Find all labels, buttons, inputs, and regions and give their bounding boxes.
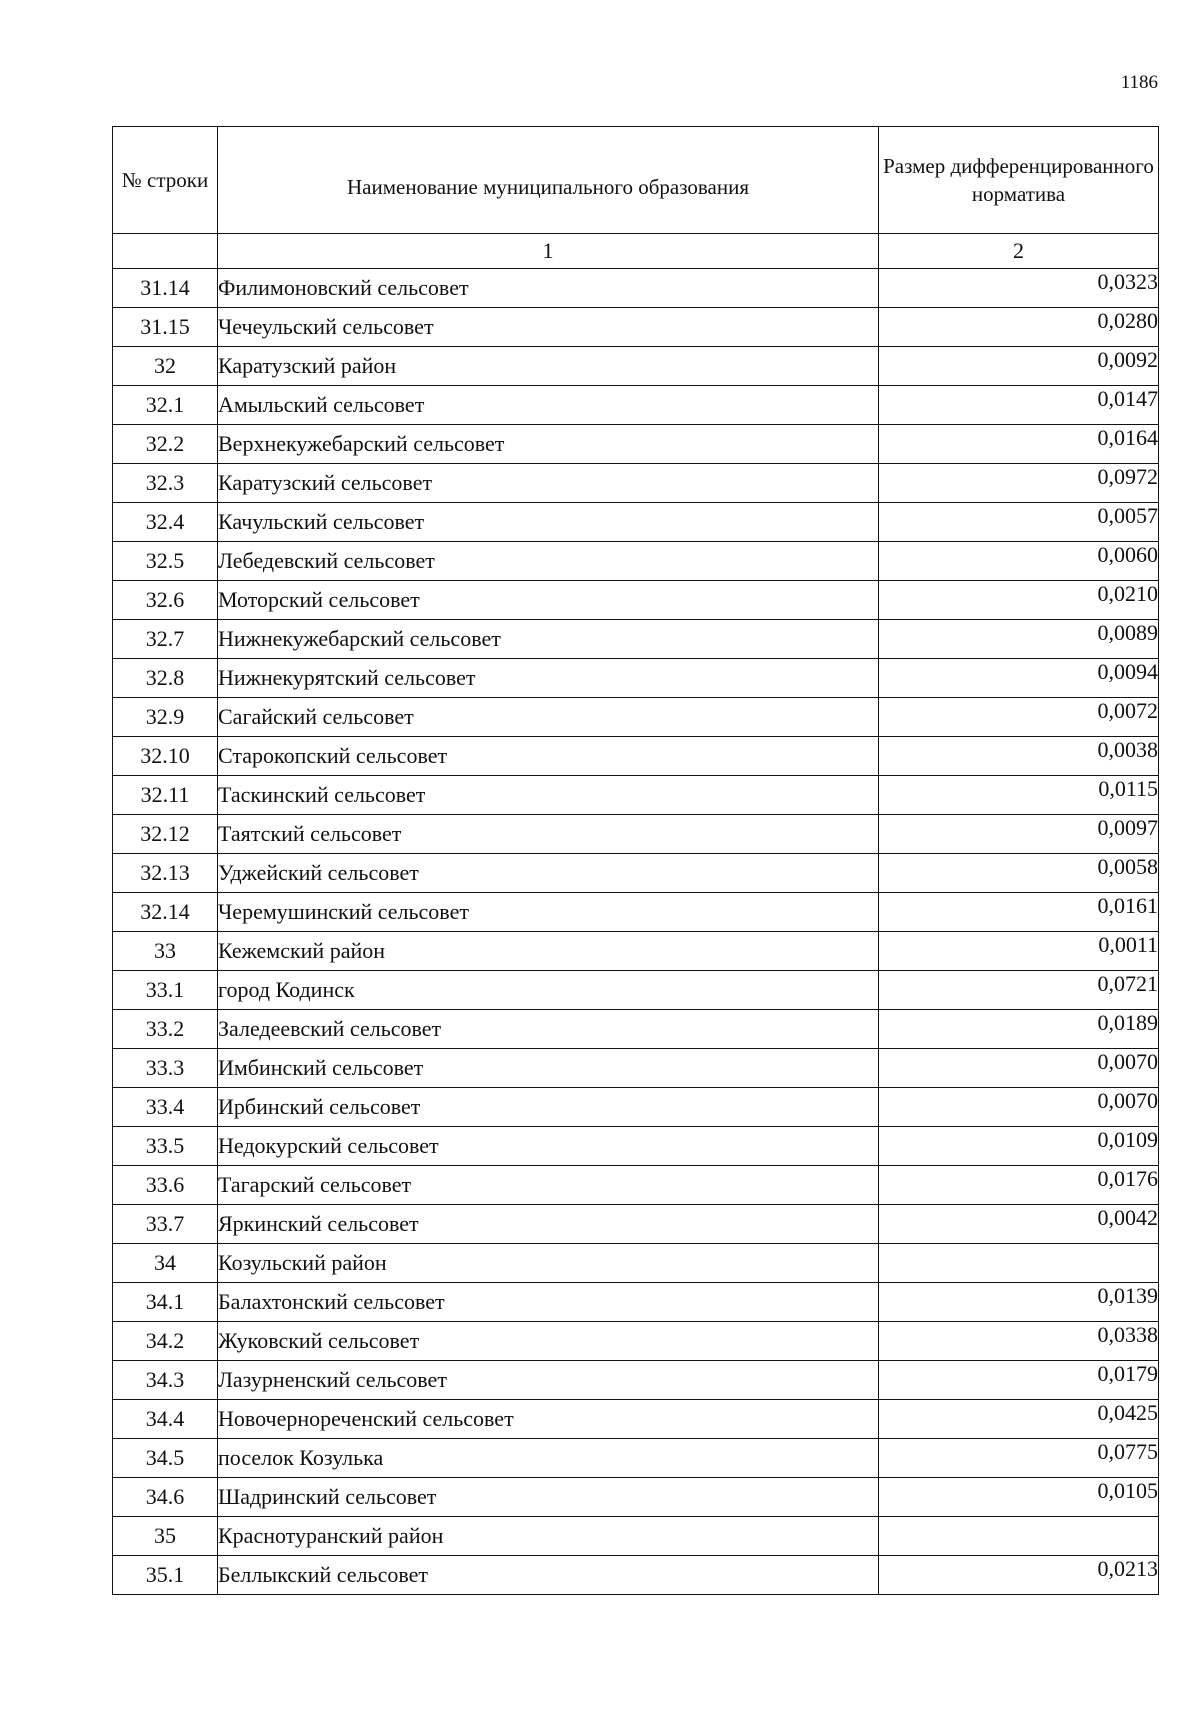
table-row — [113, 1283, 1159, 1322]
row-number-cell: 34.3 — [113, 1361, 218, 1400]
table-row — [113, 1439, 1159, 1478]
row-number-cell: 33.4 — [113, 1088, 218, 1127]
row-number-cell: 33 — [113, 932, 218, 971]
row-number-cell: 35 — [113, 1517, 218, 1556]
municipality-name-cell: Сагайский сельсовет — [218, 698, 879, 737]
table-row — [113, 815, 1159, 854]
table-row — [113, 1049, 1159, 1088]
municipality-name-cell: Краснотуранский район — [218, 1517, 879, 1556]
table-row — [113, 503, 1159, 542]
table-row — [113, 659, 1159, 698]
table-row — [113, 269, 1159, 308]
norm-value-cell — [879, 1244, 1159, 1283]
norm-value-cell: 0,0164 — [879, 425, 1159, 464]
table-row — [113, 776, 1159, 815]
row-number-cell: 33.1 — [113, 971, 218, 1010]
row-number-cell: 32.8 — [113, 659, 218, 698]
column-index-value: 2 — [879, 234, 1159, 269]
row-number-cell: 32.2 — [113, 425, 218, 464]
row-number-cell: 32.7 — [113, 620, 218, 659]
norm-value-cell: 0,0042 — [879, 1205, 1159, 1244]
table-row — [113, 347, 1159, 386]
row-number-cell: 32.5 — [113, 542, 218, 581]
norm-value-cell: 0,0323 — [879, 269, 1159, 308]
norm-value-cell: 0,0139 — [879, 1283, 1159, 1322]
municipality-name-cell: Уджейский сельсовет — [218, 854, 879, 893]
norm-value-cell: 0,0057 — [879, 503, 1159, 542]
norm-value-cell: 0,0213 — [879, 1556, 1159, 1595]
municipality-name-cell: Нижнекурятский сельсовет — [218, 659, 879, 698]
municipality-name-cell: Чечеульский сельсовет — [218, 308, 879, 347]
table-row — [113, 698, 1159, 737]
table-row — [113, 425, 1159, 464]
municipality-name-cell: Заледеевский сельсовет — [218, 1010, 879, 1049]
municipality-name-cell: Имбинский сельсовет — [218, 1049, 879, 1088]
row-number-cell: 33.6 — [113, 1166, 218, 1205]
municipality-name-cell: Качульский сельсовет — [218, 503, 879, 542]
norm-value-cell — [879, 1517, 1159, 1556]
column-index-name: 1 — [218, 234, 879, 269]
norm-value-cell: 0,0105 — [879, 1478, 1159, 1517]
norm-value-cell: 0,0070 — [879, 1088, 1159, 1127]
norm-value-cell: 0,0097 — [879, 815, 1159, 854]
municipality-name-cell: Жуковский сельсовет — [218, 1322, 879, 1361]
norm-value-cell: 0,0176 — [879, 1166, 1159, 1205]
norm-value-cell: 0,0109 — [879, 1127, 1159, 1166]
header-norm-size: Размер дифференцированного норматива — [879, 127, 1159, 234]
row-number-cell: 34.1 — [113, 1283, 218, 1322]
row-number-cell: 32.3 — [113, 464, 218, 503]
table-row — [113, 1556, 1159, 1595]
row-number-cell: 31.14 — [113, 269, 218, 308]
municipality-name-cell: Каратузский район — [218, 347, 879, 386]
municipality-name-cell: Балахтонский сельсовет — [218, 1283, 879, 1322]
table-row — [113, 932, 1159, 971]
table-row — [113, 1322, 1159, 1361]
norm-value-cell: 0,0089 — [879, 620, 1159, 659]
norm-value-cell: 0,0425 — [879, 1400, 1159, 1439]
row-number-cell: 32.1 — [113, 386, 218, 425]
table-row — [113, 1205, 1159, 1244]
municipality-name-cell: Новочернореченский сельсовет — [218, 1400, 879, 1439]
row-number-cell: 33.3 — [113, 1049, 218, 1088]
row-number-cell: 32.4 — [113, 503, 218, 542]
municipality-name-cell: Старокопский сельсовет — [218, 737, 879, 776]
table-row — [113, 893, 1159, 932]
norm-value-cell: 0,0189 — [879, 1010, 1159, 1049]
row-number-cell: 32.11 — [113, 776, 218, 815]
table-row — [113, 1517, 1159, 1556]
municipality-name-cell: поселок Козулька — [218, 1439, 879, 1478]
norm-value-cell: 0,0280 — [879, 308, 1159, 347]
municipality-name-cell: Яркинский сельсовет — [218, 1205, 879, 1244]
table-row — [113, 1478, 1159, 1517]
row-number-cell: 32.9 — [113, 698, 218, 737]
row-number-cell: 32.13 — [113, 854, 218, 893]
table-row — [113, 1127, 1159, 1166]
row-number-cell: 35.1 — [113, 1556, 218, 1595]
municipality-name-cell: Шадринский сельсовет — [218, 1478, 879, 1517]
norm-value-cell: 0,0070 — [879, 1049, 1159, 1088]
header-row — [113, 127, 1159, 234]
row-number-cell: 32.12 — [113, 815, 218, 854]
municipality-name-cell: Каратузский сельсовет — [218, 464, 879, 503]
norm-value-cell: 0,0115 — [879, 776, 1159, 815]
municipality-name-cell: Лебедевский сельсовет — [218, 542, 879, 581]
row-number-cell: 34.2 — [113, 1322, 218, 1361]
municipality-name-cell: Черемушинский сельсовет — [218, 893, 879, 932]
municipality-name-cell: Недокурский сельсовет — [218, 1127, 879, 1166]
table-row — [113, 1361, 1159, 1400]
norm-value-cell: 0,0038 — [879, 737, 1159, 776]
municipality-name-cell: Таскинский сельсовет — [218, 776, 879, 815]
table-row — [113, 854, 1159, 893]
column-index-row — [113, 234, 1159, 269]
table-row — [113, 542, 1159, 581]
municipality-name-cell: Моторский сельсовет — [218, 581, 879, 620]
norms-table — [112, 126, 1159, 1595]
norm-value-cell: 0,0338 — [879, 1322, 1159, 1361]
table-row — [113, 386, 1159, 425]
row-number-cell: 32.14 — [113, 893, 218, 932]
row-number-cell: 34.4 — [113, 1400, 218, 1439]
municipality-name-cell: Филимоновский сельсовет — [218, 269, 879, 308]
municipality-name-cell: Беллыкский сельсовет — [218, 1556, 879, 1595]
table-row — [113, 581, 1159, 620]
municipality-name-cell: Верхнекужебарский сельсовет — [218, 425, 879, 464]
municipality-name-cell: Лазурненский сельсовет — [218, 1361, 879, 1400]
municipality-name-cell: город Кодинск — [218, 971, 879, 1010]
table-row — [113, 464, 1159, 503]
municipality-name-cell: Ирбинский сельсовет — [218, 1088, 879, 1127]
column-index-num — [113, 234, 218, 269]
norm-value-cell: 0,0060 — [879, 542, 1159, 581]
municipality-name-cell: Нижнекужебарский сельсовет — [218, 620, 879, 659]
norm-value-cell: 0,0775 — [879, 1439, 1159, 1478]
table-row — [113, 971, 1159, 1010]
row-number-cell: 31.15 — [113, 308, 218, 347]
header-row-number: № строки — [113, 127, 218, 234]
municipality-name-cell: Кежемский район — [218, 932, 879, 971]
norm-value-cell: 0,0179 — [879, 1361, 1159, 1400]
row-number-cell: 32 — [113, 347, 218, 386]
table-row — [113, 1088, 1159, 1127]
municipality-name-cell: Амыльский сельсовет — [218, 386, 879, 425]
row-number-cell: 33.2 — [113, 1010, 218, 1049]
table-row — [113, 308, 1159, 347]
row-number-cell: 32.10 — [113, 737, 218, 776]
row-number-cell: 34 — [113, 1244, 218, 1283]
row-number-cell: 33.7 — [113, 1205, 218, 1244]
norm-value-cell: 0,0072 — [879, 698, 1159, 737]
norm-value-cell: 0,0058 — [879, 854, 1159, 893]
table-row — [113, 1010, 1159, 1049]
table-row — [113, 737, 1159, 776]
table-row — [113, 1400, 1159, 1439]
norm-value-cell: 0,0721 — [879, 971, 1159, 1010]
municipality-name-cell: Козульский район — [218, 1244, 879, 1283]
row-number-cell: 32.6 — [113, 581, 218, 620]
norm-value-cell: 0,0092 — [879, 347, 1159, 386]
page-number: 1186 — [1120, 72, 1158, 93]
table-row — [113, 620, 1159, 659]
norm-value-cell: 0,0210 — [879, 581, 1159, 620]
table-row — [113, 1244, 1159, 1283]
municipality-name-cell: Таятский сельсовет — [218, 815, 879, 854]
norm-value-cell: 0,0161 — [879, 893, 1159, 932]
row-number-cell: 34.6 — [113, 1478, 218, 1517]
norm-value-cell: 0,0094 — [879, 659, 1159, 698]
norm-value-cell: 0,0147 — [879, 386, 1159, 425]
table-body — [113, 269, 1159, 1595]
norm-value-cell: 0,0011 — [879, 932, 1159, 971]
header-municipality-name: Наименование муниципального образования — [218, 127, 879, 234]
row-number-cell: 33.5 — [113, 1127, 218, 1166]
norm-value-cell: 0,0972 — [879, 464, 1159, 503]
row-number-cell: 34.5 — [113, 1439, 218, 1478]
table-row — [113, 1166, 1159, 1205]
municipality-name-cell: Тагарский сельсовет — [218, 1166, 879, 1205]
